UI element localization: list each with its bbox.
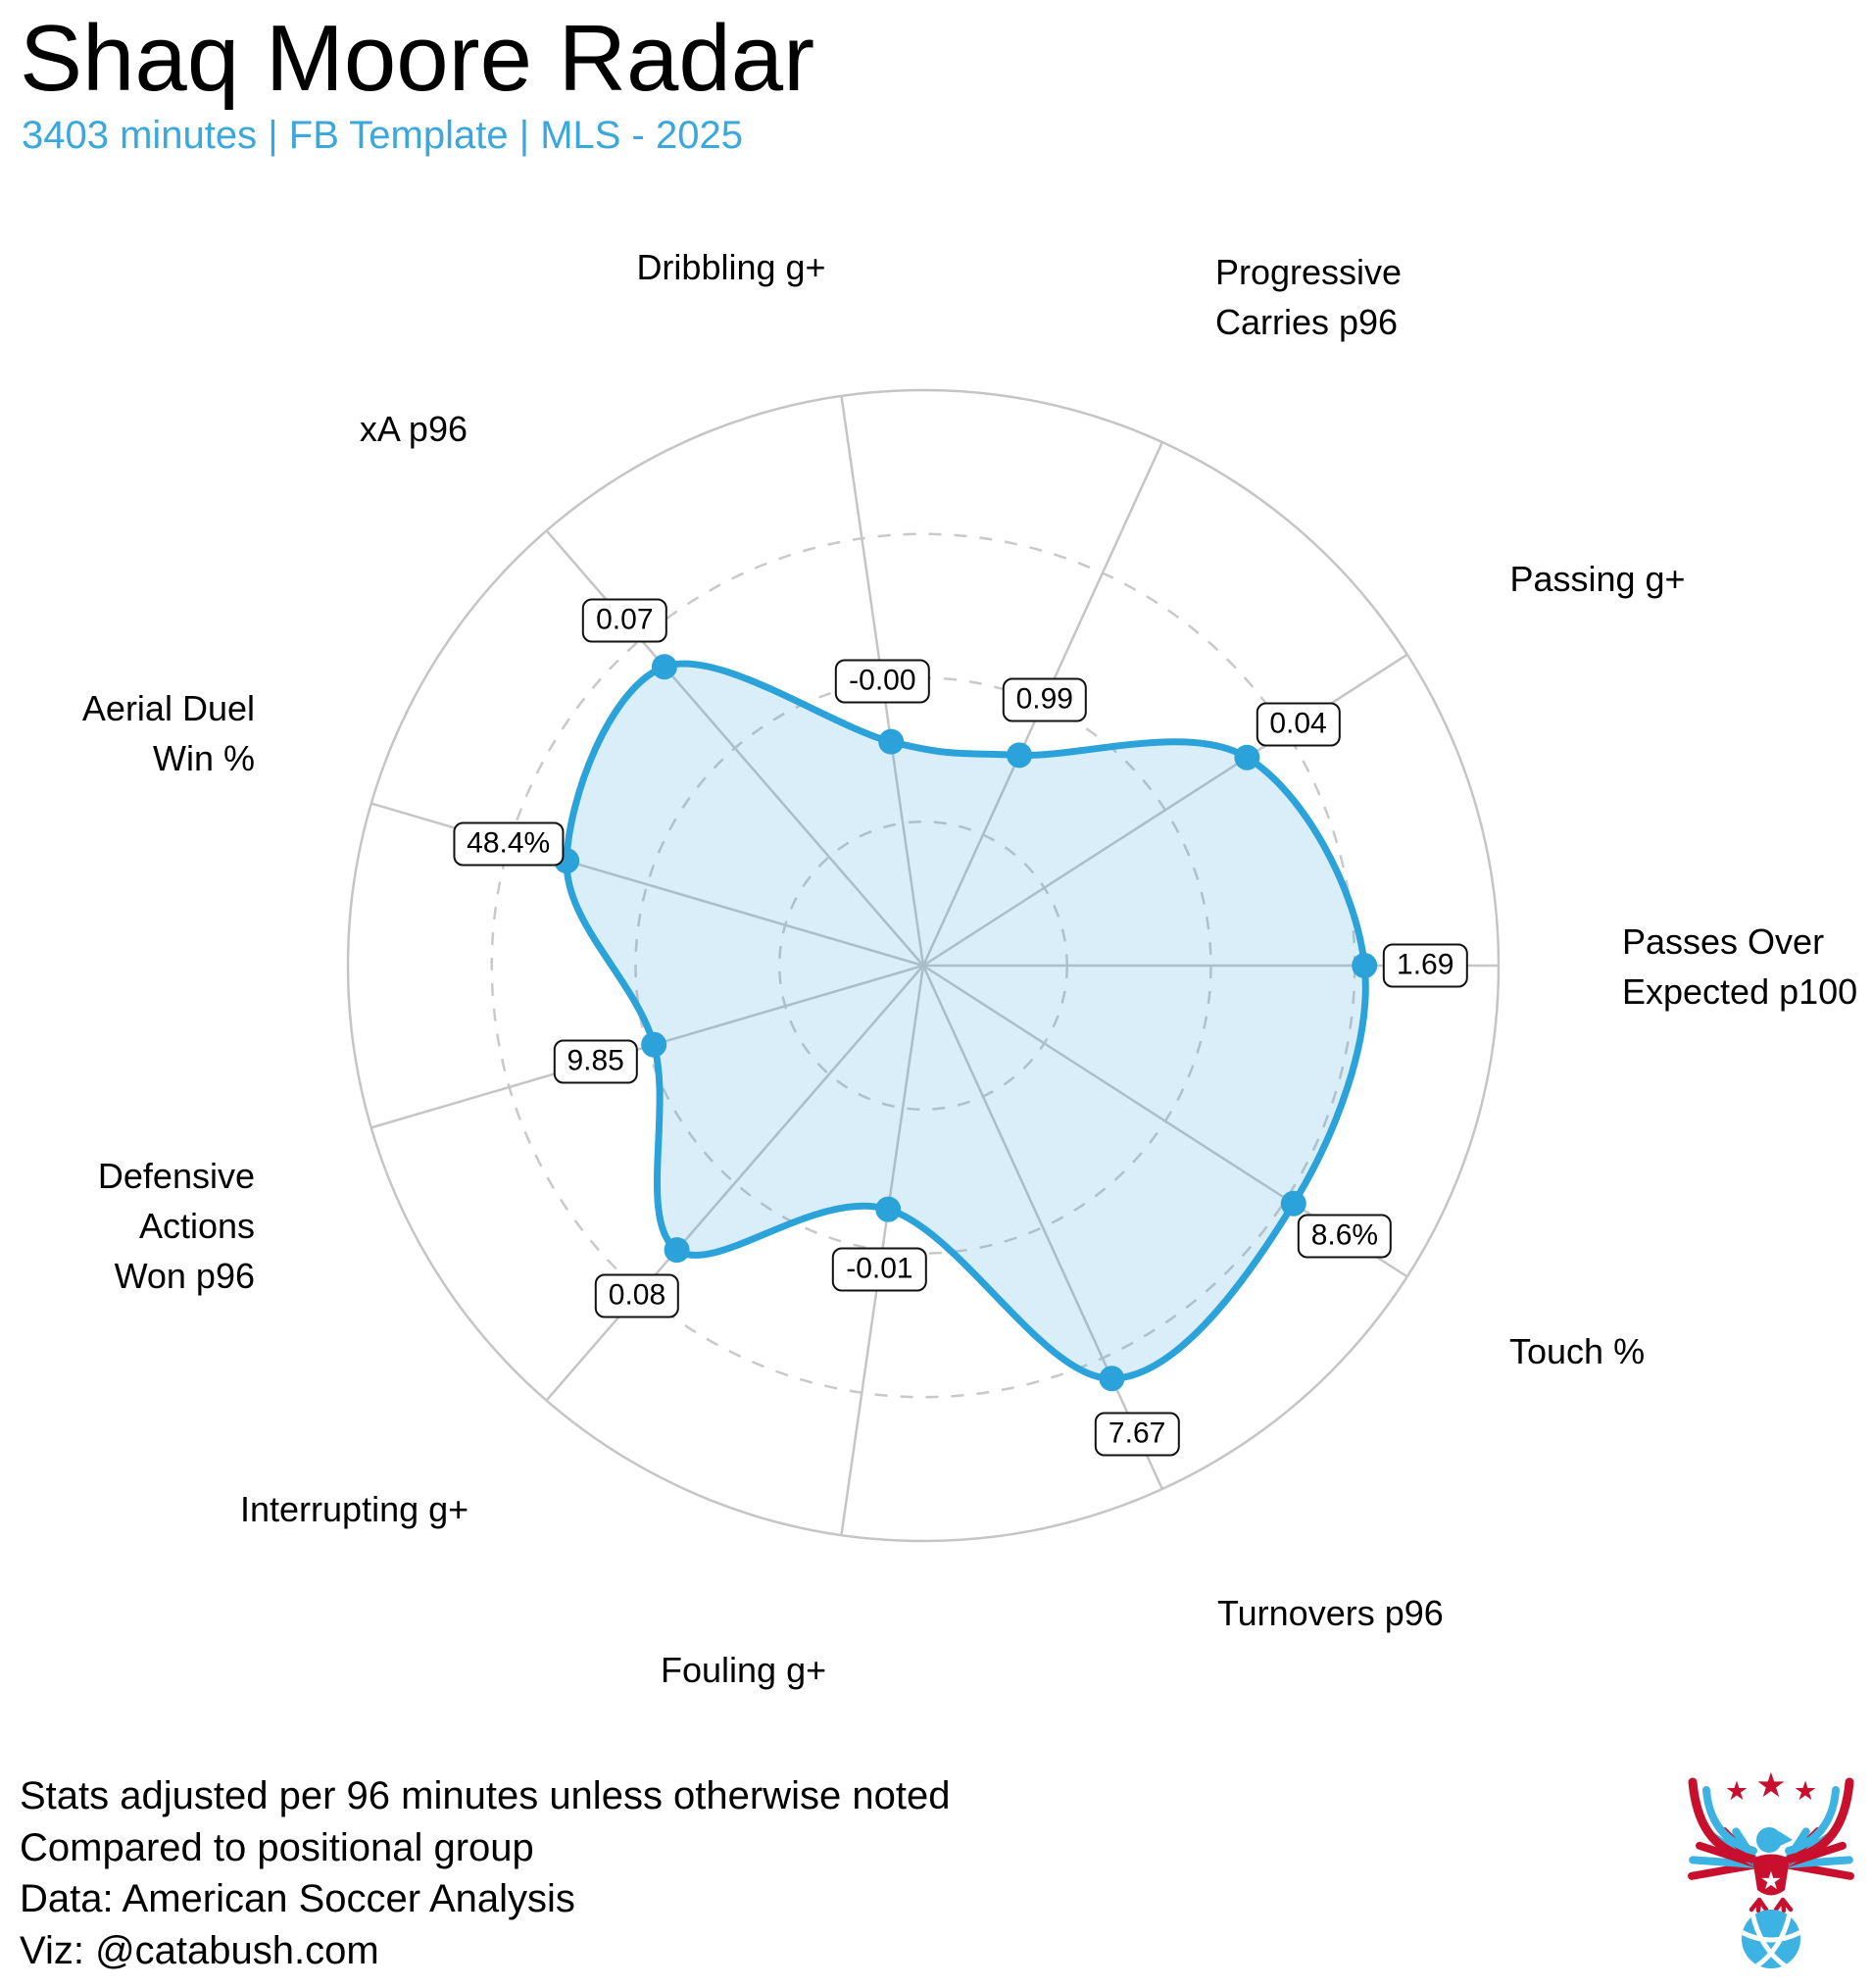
radar-data-dot [878,729,904,755]
value-label: 0.08 [595,1273,679,1317]
value-label: 9.85 [553,1040,637,1084]
category-label: Defensive Actions Won p96 [97,1155,255,1296]
radar-data-dot [641,1032,666,1058]
value-label: -0.00 [835,660,929,704]
value-label: 48.4% [453,821,564,866]
category-label: Aerial Duel Win % [81,687,255,778]
footer-line: Data: American Soccer Analysis [20,1877,575,1920]
star-icon: ★ [1759,1867,1783,1895]
value-label: 7.67 [1095,1412,1179,1456]
category-label: Interrupting g+ [240,1488,469,1529]
value-label: 8.6% [1298,1215,1392,1259]
star-icon: ★ [1724,1776,1749,1806]
value-label: 0.04 [1256,703,1340,747]
radar-data-dot [1099,1366,1124,1391]
page-title: Shaq Moore Radar [20,6,815,111]
radar-data-dot [652,654,677,679]
stars-row [1725,1766,1817,1806]
category-label: Passes Over Expected p100 [1622,920,1858,1012]
radar-polygon [567,664,1365,1378]
radar-data-dot [1234,745,1259,770]
radar-data-dot [1007,742,1032,768]
category-label: Touch % [1509,1330,1646,1371]
category-label: Fouling g+ [661,1649,827,1690]
footer-notes [20,1770,950,1976]
eagle-body [1751,1827,1793,1911]
category-label: xA p96 [359,408,468,449]
radar-data-dot [1281,1191,1306,1217]
radar-data-dot [1352,953,1377,978]
radar-data-dot [875,1197,901,1222]
footer-line: Compared to positional group [20,1825,534,1869]
value-label: -0.01 [832,1248,926,1292]
footer-line: Stats adjusted per 96 minutes unless otherwise noted [20,1774,951,1817]
eagle-stars-soccer-ball-logo [1688,1764,1854,1972]
category-label: Turnovers p96 [1217,1592,1444,1633]
footer-line: Viz: @catabush.com [20,1928,379,1972]
radar-data-dot [665,1237,690,1263]
category-label: Dribbling g+ [636,246,826,287]
value-label: 0.99 [1003,677,1087,721]
value-label: 1.69 [1383,944,1467,988]
star-icon: ★ [1793,1776,1818,1806]
page-subtitle: 3403 minutes | FB Template | MLS - 2025 [22,114,743,157]
star-icon: ★ [1755,1766,1787,1805]
soccer-ball-icon [1740,1910,1802,1968]
value-label: 0.07 [582,599,666,643]
category-label: Progressive Carries p96 [1215,251,1403,342]
category-label: Passing g+ [1509,558,1686,599]
